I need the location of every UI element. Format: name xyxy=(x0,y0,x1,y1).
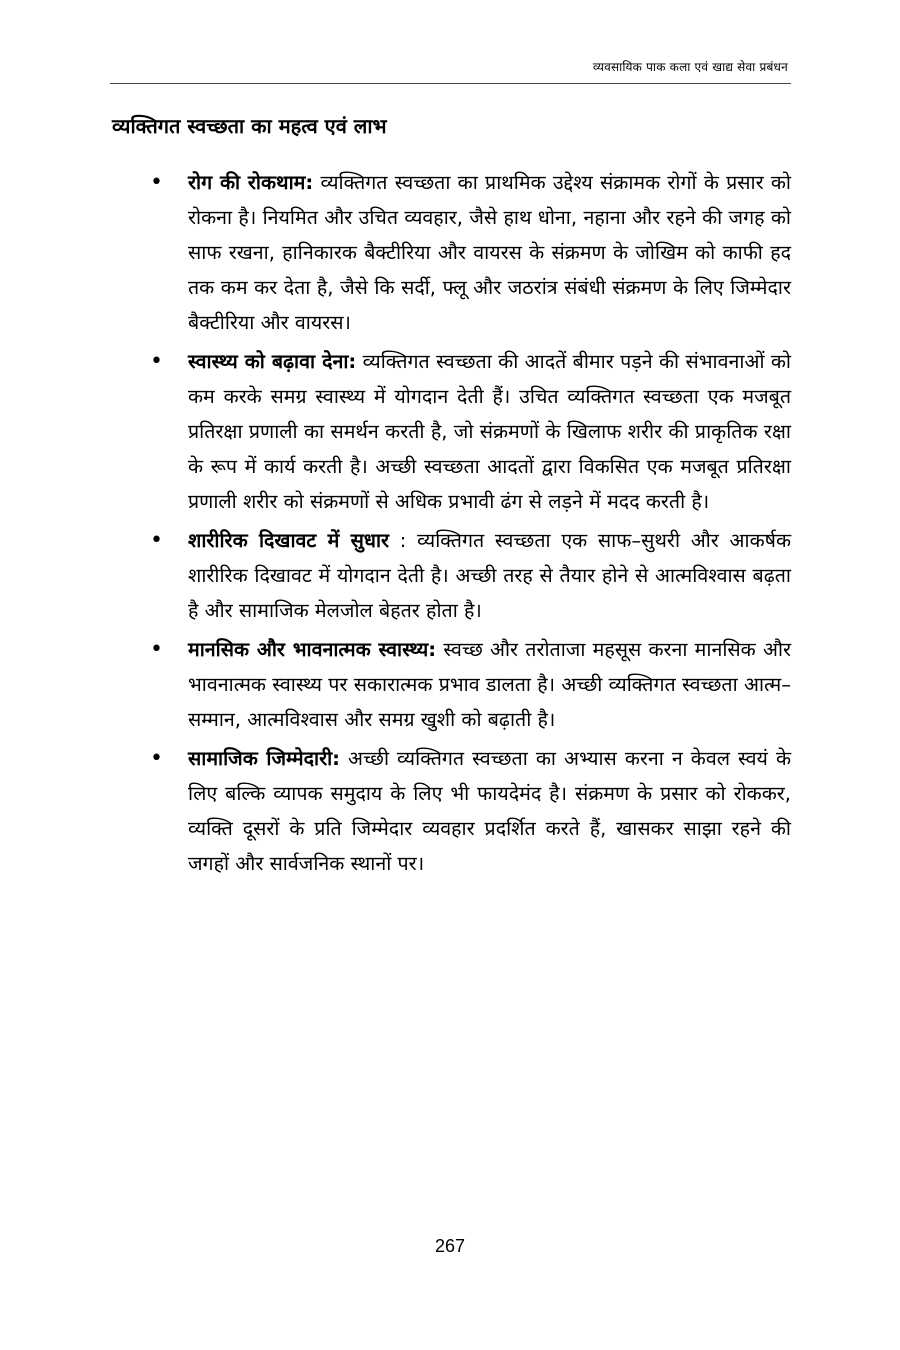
list-item-paragraph xyxy=(188,344,791,519)
list-item-body: अच्छी व्यक्तिगत स्वच्छता का अभ्यास करना न केवल स्वयं के लिए बल्कि व्यापक समुदाय के लिए भी फायदेमंद है। संक्रमण के प्रसार को रोककर, व्यक्ति दूसरों के प्रति जिम्मेदार व्यवहार प्रदर्शित करते हैं, खासकर साझा रहने की जगहों और सार्वजनिक स्थानों पर। xyxy=(188,747,791,875)
list-item-body: व्यक्तिगत स्वच्छता का प्राथमिक उद्देश्य संक्रामक रोगों के प्रसार को रोकना है। नियमित और उचित व्यवहार, जैसे हाथ धोना, नहाना और रहने की जगह को साफ रखना, हानिकारक बैक्टीरिया और वायरस के संक्रमण के जोखिम को काफी हद तक कम कर देता है, जैसे कि सर्दी, फ्लू और जठरांत्र संबंधी संक्रमण के लिए जिम्मेदार बैक्टीरिया और वायरस। xyxy=(188,171,791,334)
list-item-body: व्यक्तिगत स्वच्छता की आदतें बीमार पड़ने की संभावनाओं को कम करके समग्र स्वास्थ्य में योगदान देती हैं। उचित व्यक्तिगत स्वच्छता एक मजबूत प्रतिरक्षा प्रणाली का समर्थन करती है, जो संक्रमणों के खिलाफ शरीर की प्राकृतिक रक्षा के रूप में कार्य करती है। अच्छी स्वच्छता आदतों द्वारा विकसित एक मजबूत प्रतिरक्षा प्रणाली शरीर को संक्रमणों से अधिक प्रभावी ढंग से लड़ने में मदद करती है। xyxy=(188,350,791,513)
list-item-mental-health xyxy=(148,632,791,737)
list-item-term: शारीरिक दिखावट में सुधार xyxy=(188,529,390,552)
header-divider xyxy=(110,83,791,84)
list-item-paragraph xyxy=(188,632,791,737)
page-number: 267 xyxy=(434,1236,466,1256)
list-item-health-promotion xyxy=(148,344,791,519)
list-item-body: : व्यक्तिगत स्वच्छता एक साफ–सुथरी और आकर्षक शारीरिक दिखावट में योगदान देती है। अच्छी तरह से तैयार होने से आत्मविश्वास बढ़ता है और सामाजिक मेलजोल बेहतर होता है। xyxy=(188,529,791,622)
list-item-term: सामाजिक जिम्मेदारी: xyxy=(188,747,340,770)
list-item-term: स्वास्थ्य को बढ़ावा देना: xyxy=(188,350,357,373)
bullet-icon: • xyxy=(150,637,163,662)
bullet-icon: • xyxy=(150,349,163,374)
list-item-disease-prevention xyxy=(148,165,791,340)
list-item-paragraph xyxy=(188,523,791,628)
list-item-paragraph xyxy=(188,741,791,881)
bullet-icon: • xyxy=(150,528,163,553)
list-item-body: स्वच्छ और तरोताजा महसूस करना मानसिक और भावनात्मक स्वास्थ्य पर सकारात्मक प्रभाव डालता है। अच्छी व्यक्तिगत स्वच्छता आत्म–सम्मान, आत्मविश्वास और समग्र खुशी को बढ़ाती है। xyxy=(188,638,791,731)
list-item-term: मानसिक और भावनात्मक स्वास्थ्य: xyxy=(188,638,437,661)
list-item-appearance xyxy=(148,523,791,628)
section-heading: व्यक्तिगत स्वच्छता का महत्व एवं लाभ xyxy=(112,114,387,138)
bullet-icon: • xyxy=(150,170,163,195)
list-item-social-responsibility xyxy=(148,741,791,881)
list-item-paragraph xyxy=(188,165,791,340)
benefits-list xyxy=(148,165,791,885)
list-item-term: रोग की रोकथाम: xyxy=(188,171,314,194)
bullet-icon: • xyxy=(150,746,163,771)
running-header-title: व्यवसायिक पाक कला एवं खाद्य सेवा प्रबंधन xyxy=(592,60,788,74)
